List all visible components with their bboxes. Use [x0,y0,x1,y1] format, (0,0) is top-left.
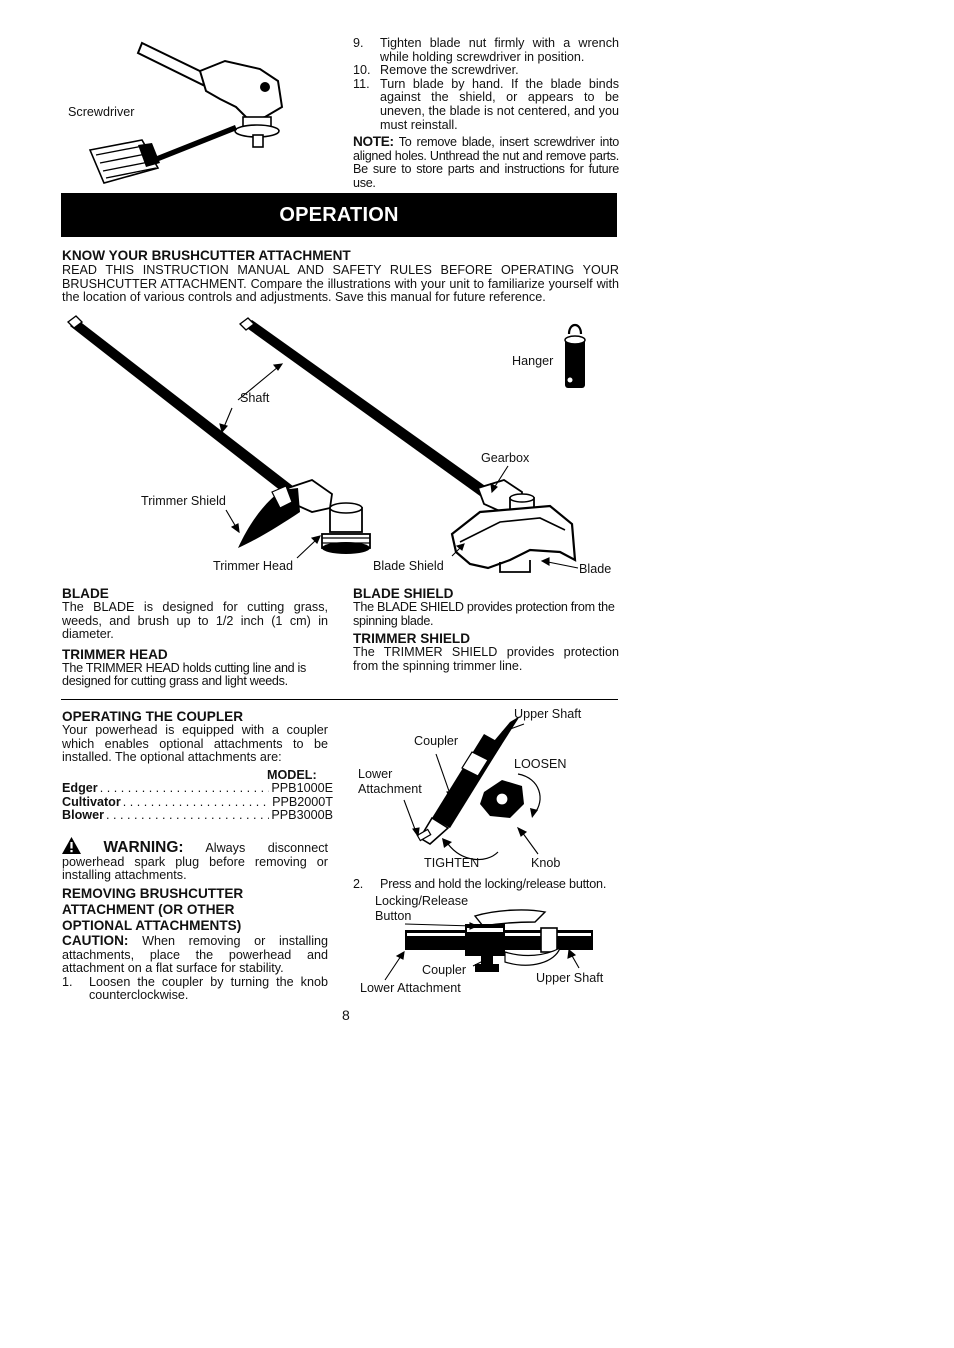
label-coupler-loosen: LOOSEN [514,757,567,771]
trimmer-head-heading: TRIMMER HEAD [62,646,168,662]
removing-heading-line-2: ATTACHMENT (OR OTHER [62,902,235,917]
label-button-lower-attachment: Lower Attachment [360,981,461,995]
step-10: 10. Remove the screwdriver. [353,63,519,78]
step-1: 1. Loosen the coupler by turning the knob counterclockwise. [62,974,328,1003]
top-note-label: NOTE: [353,134,394,150]
model-header: MODEL: [267,768,317,782]
caution-label: CAUTION: [62,933,129,948]
label-shaft: Shaft [240,391,270,405]
label-screwdriver: Screwdriver [68,105,135,119]
trimmer-head-text: The TRIMMER HEAD holds cutting line and is designed for cutting grass and light weeds. [62,660,307,689]
label-coupler-upper-shaft: Upper Shaft [514,707,582,721]
coupler-heading: OPERATING THE COUPLER [62,709,244,724]
brushcutter-illustration [60,312,620,582]
step-2: 2. Press and hold the locking/release button. [353,877,607,891]
top-note [353,135,619,190]
figure-coupler [352,704,622,876]
step-9: 9. Tighten blade nut firmly with a wrench while holding screwdriver in position. [353,36,619,64]
blade-text: The BLADE is designed for cutting grass, weeds, and brush up to 1/2 inch (1 cm) in diameter. [62,600,328,642]
top-steps [353,37,619,191]
caution-block [62,934,328,976]
page-number: 8 [342,1007,350,1023]
know-heading: KNOW YOUR BRUSHCUTTER ATTACHMENT [62,248,351,263]
warning-block [62,835,328,883]
warning-triangle-icon [62,837,81,854]
top-note-text: To remove blade, insert screwdriver into aligned holes. Unthread the nut and remove parts. Be sure to store parts and instructions for future use. [353,135,619,190]
label-coupler-lower-2: Attachment [358,782,422,796]
label-coupler-coupler: Coupler [414,734,459,748]
label-blade: Blade [579,562,612,576]
label-trimmer-head: Trimmer Head [213,559,294,573]
know-section [62,248,619,305]
label-coupler-lower-1: Lower [358,767,393,781]
removing-section [62,886,328,1003]
label-coupler-tighten: TIGHTEN [424,856,480,870]
warning-label: WARNING: [103,839,184,856]
parts-right-column [353,586,619,673]
label-locking-release-2: Button [375,909,412,923]
model-row-blower: Blower . . . PPB3000B [62,809,333,823]
label-hanger: Hanger [512,354,554,368]
know-text: READ THIS INSTRUCTION MANUAL AND SAFETY RULES BEFORE OPERATING YOUR BRUSHCUTTER ATTACHMENT. Compare the illustrations with your unit to familiarize yourself with the location of various controls and adjustments. Save this manual for future reference. [62,263,619,305]
label-locking-release-1: Locking/Release [375,894,469,908]
label-gearbox: Gearbox [481,451,530,465]
blade-shield-text: The BLADE SHIELD provides protection from the spinning blade. [353,600,615,628]
step-2-block [353,878,623,892]
coupler-section [62,709,328,765]
trimmer-shield-text: The TRIMMER SHIELD provides protection from the spinning trimmer line. [353,645,619,673]
step-11: 11. Turn blade by hand. If the blade binds against the shield, or appears to be uneven, the blade is not centered, and you must reinstall. [353,76,619,132]
removing-heading-line-1: REMOVING BRUSHCUTTER [62,886,244,901]
warning-text: Always disconnect powerhead spark plug before removing or installing attachments. [62,841,328,883]
section-divider [61,699,618,700]
figure-brushcutter-parts [60,312,620,582]
model-list [62,782,333,823]
label-coupler-knob: Knob [531,856,561,870]
figure-locking-button [355,892,615,1002]
coupler-text: Your powerhead is equipped with a coupler which enables optional attachments to be installed. The optional attachments are: [62,723,328,765]
model-row-cultivator: Cultivator . . . PPB2000T [62,796,333,810]
caution-text: When removing or installing attachments, place the powerhead and attachment on a flat surface for stability. [62,934,328,976]
section-banner-operation: OPERATION [61,193,617,237]
blade-heading: BLADE [62,586,109,601]
removing-heading-line-3: OPTIONAL ATTACHMENTS) [62,918,242,933]
blade-shield-heading: BLADE SHIELD [353,586,454,601]
model-row-edger: Edger . . . PPB1000E [62,782,333,796]
label-button-coupler: Coupler [422,963,467,977]
parts-left-column [62,586,328,689]
figure-screwdriver [60,35,310,195]
label-blade-shield: Blade Shield [373,559,444,573]
label-trimmer-shield: Trimmer Shield [141,494,226,508]
trimmer-shield-heading: TRIMMER SHIELD [353,631,471,647]
label-button-upper-shaft: Upper Shaft [536,971,604,985]
